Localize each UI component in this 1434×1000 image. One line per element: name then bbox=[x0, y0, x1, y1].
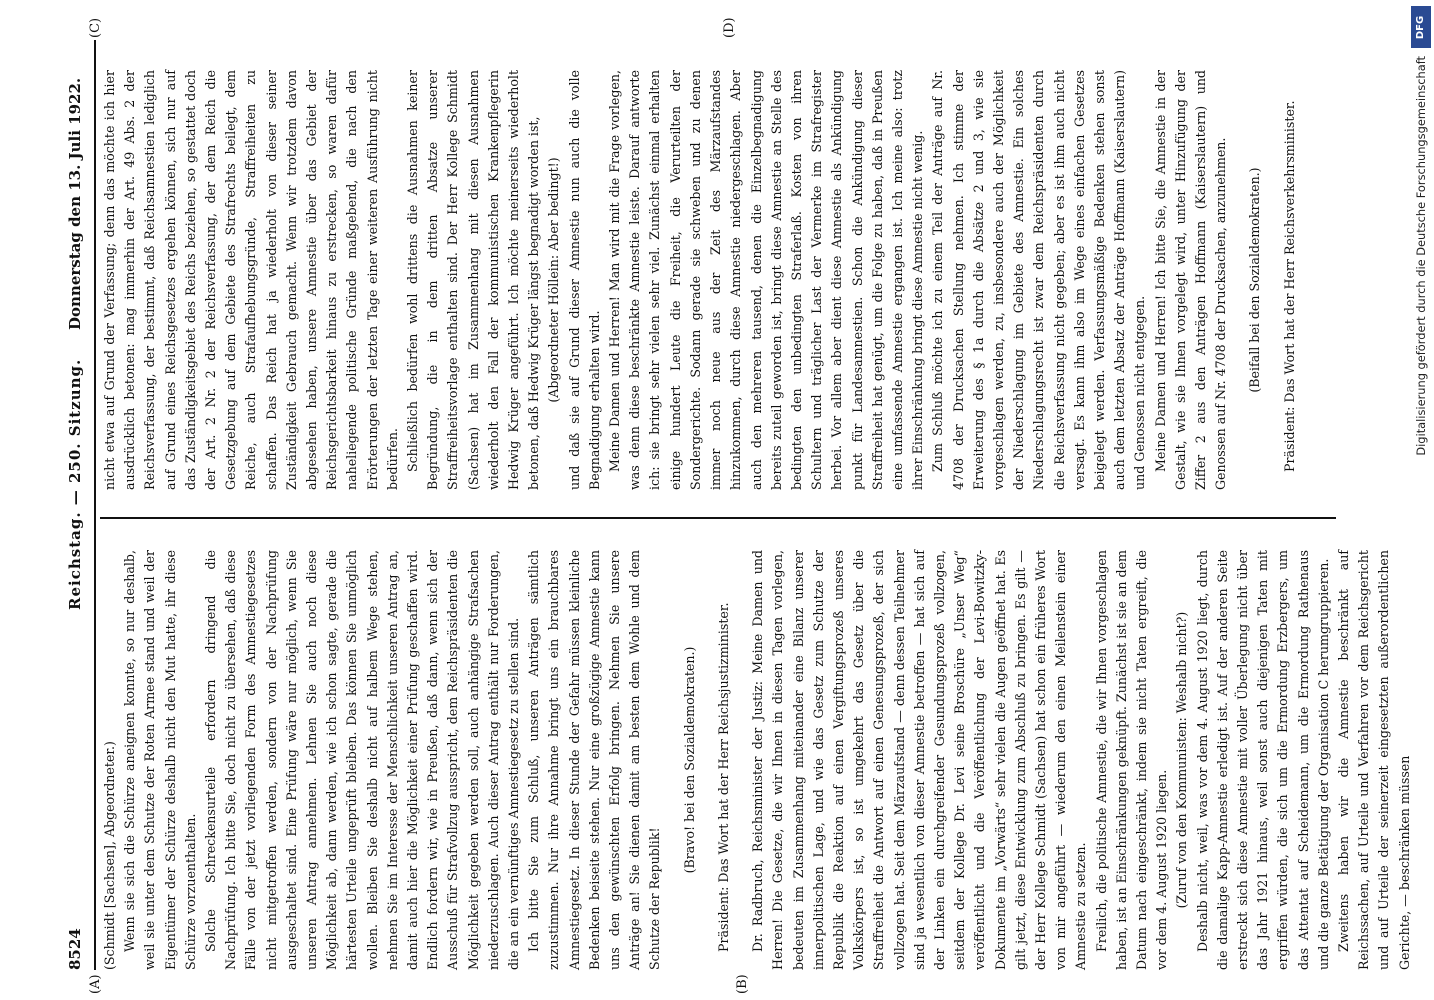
paragraph: Meine Damen und Herren! Ich bitte Sie, die Amnestie in der Gestalt, wie sie Ihnen vorgelegt wird, unter Hinzufügung der Ziffer 2 aus den Anträgen Hoffmann (Kaiserslautern) und Genossen auf Nr. 4708 der Drucksachen, anzunehmen. bbox=[1152, 70, 1229, 490]
funding-credit: Digitalisierung gefördert durch die Deutsche Forschungsgemeinschaft bbox=[1414, 56, 1428, 456]
session-date: Donnerstag den 13. Juli 1922. bbox=[66, 77, 84, 330]
paragraph: Freilich, die politische Amnestie, die wir Ihnen vorgeschlagen haben, ist an Einschränkungen geknüpft. Zunächst ist sie an dem Datum nach eingeschränkt, indem sie nicht Taten ergreift, die vor dem 4. August 1920 liegen. bbox=[1093, 550, 1170, 970]
right-column bbox=[100, 70, 1336, 490]
margin-mark-d: (D) bbox=[722, 17, 737, 38]
margin-mark-a: (A) bbox=[88, 974, 103, 994]
paragraph: Ich bitte Sie zum Schluß, unseren Anträgen sämtlich zuzustimmen. Nur ihre Annahme bringt uns ein brauchbares Amnestiegesetz. In dieser Stunde der Gefahr müssen kleinliche Bedenken beiseite stehen. Nur eine großzügige Amnestie kann uns den gewünschten Erfolg bringen. Nehmen Sie unsere Anträge an! Sie dienen damit am besten dem Wohle und dem Schutze der Republik! bbox=[526, 550, 663, 970]
paragraph: Dr. Radbruch, Reichsminister der Justiz: Meine Damen und Herren! Die Gesetze, die wir Ihnen in diesen Tagen vorlegen, bedeuten im Zusammenhang miteinander eine Bilanz unserer innerpolitischen Lage, und wie das Gesetz zum Schutze der Republik die Reaktion auf einen Vergiftungsprozeß unseres Volkskörpers ist, so ist umgekehrt das Gesetz über die Straffreiheit die Antwort auf einen Genesungsprozeß, der sich vollzogen hat. Seit dem Märzaufstand — denn dessen Teilnehmer sind ja wesentlich von dieser Amnestie betroffen — hat sich auf der Linken ein durchgreifender Gesundungsprozeß vollzogen, seitdem der Kollege Dr. Levi seine Broschüre „Unser Weg“ veröffentlicht und die Veröffentlichung der Levi-Bowitzky-Dokumente im „Vorwärts“ sehr vielen die Augen geöffnet hat. Es gilt jetzt, diese Entwicklung zum Abschluß zu bringen. Es gilt — der Herr Kollege Schmidt (Sachsen) hat schon ein früheres Wort von mir angeführt — wiederum den einen Meilenstein einer Amnestie zu setzen. bbox=[750, 550, 1089, 970]
paragraph: Solche Schreckensurteile erfordern dringend die Nachprüfung. Ich bitte Sie, doch nicht zu übersehen, daß diese Fälle von der jetzt vorliegenden Form des Amnestiegesetzes nicht mitgetroffen werden, sondern von der Nachprüfung ausgeschaltet sind. Eine Prüfung wäre nur möglich, wenn Sie unseren Antrag annehmen. Lehnen Sie auch noch diese Möglichkeit ab, dann werden, wie ich schon sagte, gerade die härtesten Urteile ungeprüft bleiben. Das können Sie unmöglich wollen. Bleiben Sie deshalb nicht auf halbem Wege stehen, nehmen Sie im Interesse der Menschlichkeit unseren Antrag an, damit auch hier die Möglichkeit einer Prüfung geschaffen wird. Endlich fordern wir, wie in Preußen, daß dann, wenn sich der Ausschuß für Strafvollzug ausspricht, dem Reichspräsidenten die Möglichkeit gegeben werden soll, auch anhängige Strafsachen niederzuschlagen. Auch dieser Antrag enthält nur Forderungen, die an ein vernünftiges Amnestiegesetz zu stellen sind. bbox=[203, 550, 522, 970]
applause-note: (Bravo! bei den Sozialdemokraten.) bbox=[681, 646, 697, 874]
president-remark: Präsident: Das Wort hat der Herr Reichsverkehrsminister. bbox=[1281, 100, 1297, 472]
paragraph: Zum Schluß möchte ich zu einem Teil der Anträge auf Nr. 4708 der Drucksachen Stellung nehmen. Ich stimme der Erweiterung des § 1a durch die Absätze 2 und 3, wie sie vorgeschlagen werden, zu, insbesondere auch der Möglichkeit der Niederschlagung im Gebiete des Amnestie. Ein solches Niederschlagungsrecht ist zwar dem Reichspräsidenten durch die Reichsverfassung nicht gegeben; aber es ist ihm auch nicht versagt. Es kann ihm also im Wege eines einfachen Gesetzes beigelegt werden. Verfassungsmäßige Bedenken stehen sonst auch dem letzten Absatz der Anträge Hoffmann (Kaiserslautern) und Genossen nicht entgegen. bbox=[930, 70, 1148, 490]
margin-mark-c: (C) bbox=[88, 17, 103, 38]
president-remark: Präsident: Das Wort hat der Herr Reichsjustizminister. bbox=[715, 602, 731, 952]
paragraph: nicht etwa auf Grund der Verfassung; denn das möchte ich hier ausdrücklich betonen: mag immerhin der Art. 49 Abs. 2 der Reichsverfassung, der bestimmt, daß Reichsamnestien lediglich auf Grund eines Reichsgesetzes ergehen können, sich nur auf das Zuständigkeitsgebiet des Reichs beziehen, so gestattet doch der Art. 2 Nr. 2 der Reichsverfassung, der dem Reich die Gesetzgebung auf dem Gebiete des Strafrechts beilegt, dem Reiche, auch Strafaufhebungsgründe, Straffreiheiten zu schaffen. Das Reich hat ja wiederholt von dieser seiner Zuständigkeit Gebrauch gemacht. Wenn wir trotzdem davon abgesehen haben, unsere Amnestie über das Gebiet der Reichsgerichtsbarkeit hinaus zu erstrecken, so waren dafür naheliegende politische Gründe maßgebend, die nach den Erörterungen der letzten Tage einer weiteren Ausführung nicht bedürfen. bbox=[102, 70, 400, 490]
paragraph: Schließlich bedürfen wohl drittens die Ausnahmen keiner Begründung, die in dem dritten Absatze unserer Straffreiheitsvorlage enthalten sind. Der Herr Kollege Schmidt (Sachsen) hat im Zusammenhang mit diesen Ausnahmen wiederholt den Fall der kommunistischen Krankenpflegerin Hedwig Krüger angeführt. Ich möchte meinerseits wiederholt betonen, daß Hedwig Krüger längst begnadigt worden ist, bbox=[405, 70, 542, 490]
column-divider bbox=[100, 517, 1336, 519]
interjection: (Abgeordneter Höllein: Aber bedingt!) bbox=[546, 157, 562, 403]
dfg-logo: DFG bbox=[1411, 6, 1431, 48]
paragraph: Wenn sie sich die Schürze aneignen konnte, so nur deshalb, weil sie unter dem Schutze der Roten Armee stand und weil der Eigentümer der Schürze deshalb nicht den Mut hatte, ihr diese Schürze vorzuenthalten. bbox=[122, 550, 198, 970]
paragraph: Zweitens haben wir die Amnestie beschränkt auf Reichssachen, auf Urteile und Verfahren vor dem Reichsgericht und auf Urteile der seinerzeit eingesetzten außerordentlichen Gerichte, — beschränken müssen bbox=[1335, 550, 1412, 970]
session-title: Reichstag. — 250. Sitzung. bbox=[66, 358, 84, 610]
margin-mark-b: (B) bbox=[735, 974, 750, 994]
speaker-continuation: (Schmidt [Sachsen], Abgeordneter.) bbox=[102, 741, 117, 970]
page-header bbox=[60, 40, 96, 970]
applause-note: (Beifall bei den Sozialdemokraten.) bbox=[1247, 167, 1263, 393]
paragraph: Meine Damen und Herren! Man wird mit die Frage vorlegen, was denn diese beschränkte Amnestie leiste. Darauf antworte ich: sie bringt sehr vielen sehr viel. Zunächst einmal erhalten einige hundert Leute die Freiheit, die Verurteilten der Sondergerichte. Sodann gerade sie schweben und zu denen immer noch neue aus der Zeit des Märzaufstandes hinzukommen, durch diese Amnestie niedergeschlagen. Aber auch den mehreren tausend, denen die Einzelbegnadigung bereits zuteil geworden ist, bringt diese Amnestie an Stelle des bedingten den unbedingten Straferlaß. Kosten von ihren Schultern und träglicher Last der Vermerke im Strafregister herbei. Vor allem aber dient diese Amnestie als Ankündigung punkt für Landesamnestien. Schon die Ankündigung dieser Straffreiheit hat genügt, um die Folge zu haben, daß in Preußen eine umfassende Amnestie ergangen ist. Ich meine also: trotz ihrer Einschränkung bringt diese Amnestie nicht wenig. bbox=[607, 70, 926, 490]
paragraph: und daß sie auf Grund dieser Amnestie nun auch die volle Begnadigung erhalten wird. bbox=[566, 70, 602, 490]
paragraph: Deshalb nicht, weil, was vor dem 4. August 1920 liegt, durch die damalige Kapp-Amnestie erledigt ist. Auf der anderen Seite erstreckt sich diese Amnestie mit voller Überlegung nicht über das Jahr 1921 hinaus, weil sonst auch diejenigen Taten mit ergriffen würden, die sich um die Ermordung Erzbergers, um das Attentat auf Scheidemann, um die Ermordung Rathenaus und die ganze Betätigung der Organisation C herumgruppieren. bbox=[1194, 550, 1331, 970]
funding-sidebar bbox=[1408, 0, 1434, 1000]
page-number: 8524 bbox=[66, 928, 84, 970]
left-column bbox=[100, 550, 1412, 970]
interjection: (Zuruf von den Kommunisten: Weshalb nicht?) bbox=[1174, 611, 1190, 909]
